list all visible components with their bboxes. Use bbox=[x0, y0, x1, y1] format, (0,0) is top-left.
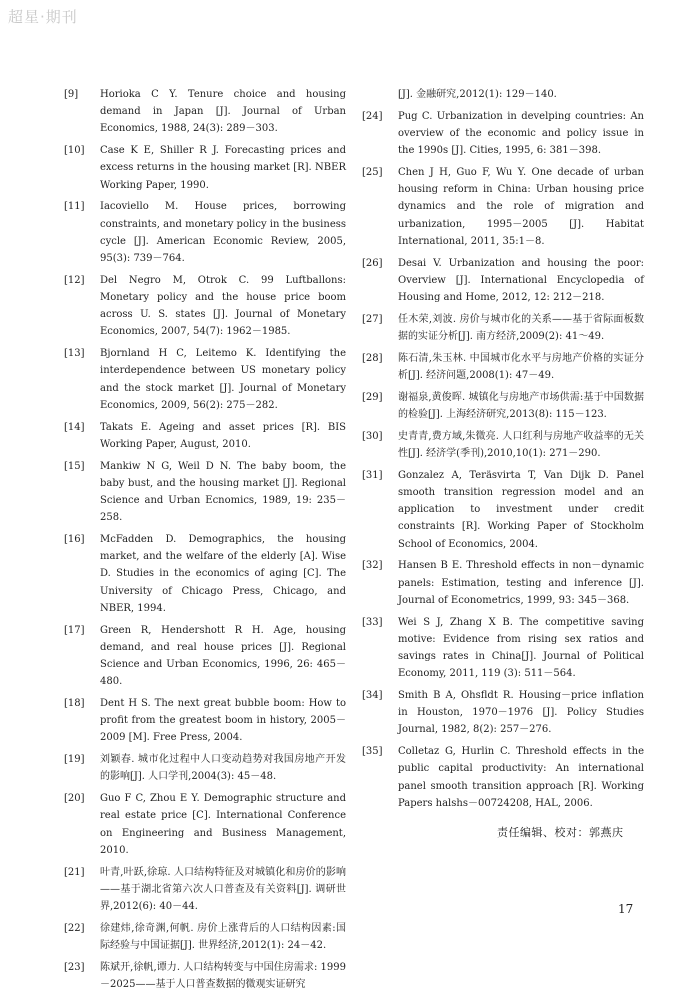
reference-text: Gonzalez A, Teräsvirta T, Van Dijk D. Panel smooth transition regression model and an application to investment under credit constraints [R]. Working Paper of Stockholm School of Economics, 2004. bbox=[398, 469, 644, 550]
reference-number: [30] bbox=[362, 430, 383, 442]
reference-item bbox=[64, 622, 346, 691]
reference-item bbox=[64, 86, 346, 138]
reference-text: Mankiw N G, Weil D N. The baby boom, the baby bust, and the housing market [J]. Regional Science and Urban Ecnomics, 1989, 19: 235－258. bbox=[100, 460, 346, 524]
reference-text: Pug C. Urbanization in develping countries: An overview of the economic and policy issue in the 1990s [J]. Cities, 1995, 6: 381－398. bbox=[398, 110, 644, 157]
reference-number: [13] bbox=[64, 348, 85, 360]
reference-number: [19] bbox=[64, 754, 85, 766]
reference-text: Iacoviello M. House prices, borrowing constraints, and monetary policy in the business cycle [J]. American Economic Review, 2005, 95(3): 739－764. bbox=[100, 201, 346, 265]
reference-item bbox=[64, 695, 346, 747]
reference-text: 陈斌开,徐帆,谭力. 人口结构转变与中国住房需求: 1999－2025——基于人口普查数据的微观实证研究 bbox=[100, 961, 346, 991]
reference-item bbox=[64, 959, 346, 993]
reference-item bbox=[64, 920, 346, 954]
reference-text: Dent H S. The next great bubble boom: How to profit from the greatest boom in history, 2005－2009 [M]. Free Press, 2004. bbox=[100, 698, 346, 744]
reference-number: [17] bbox=[64, 624, 85, 636]
reference-number: [14] bbox=[64, 421, 85, 433]
reference-item bbox=[362, 389, 644, 423]
reference-number: [31] bbox=[362, 469, 383, 481]
reference-number: [10] bbox=[64, 145, 85, 157]
reference-number: [35] bbox=[362, 746, 383, 758]
reference-item bbox=[64, 751, 346, 785]
reference-number: [21] bbox=[64, 866, 85, 878]
reference-number: [18] bbox=[64, 698, 85, 710]
reference-number: [24] bbox=[362, 110, 383, 122]
reference-number: [16] bbox=[64, 534, 85, 546]
reference-item bbox=[362, 255, 644, 307]
reference-number: [11] bbox=[64, 201, 85, 213]
reference-item bbox=[362, 311, 644, 345]
reference-text: Horioka C Y. Tenure choice and housing demand in Japan [J]. Journal of Urban Economics, 1988, 24(3): 289－303. bbox=[100, 89, 346, 135]
reference-number: [28] bbox=[362, 352, 383, 364]
reference-text: Del Negro M, Otrok C. 99 Luftballons: Monetary policy and the house price boom across U. S. states [J]. Journal of Monetary Economics, 2007, 54(7): 1962－1985. bbox=[100, 274, 346, 338]
reference-text: McFadden D. Demographics, the housing market, and the welfare of the elderly [A]. Wise D. Studies in the economics of aging [C]. The University of Chicago Press, Chicago, and NBER, 1994. bbox=[100, 534, 346, 614]
reference-text: Guo F C, Zhou E Y. Demographic structure and real estate price [C]. International Conference on Engineering and Business Management, 2010. bbox=[100, 793, 346, 856]
reference-number: [27] bbox=[362, 313, 383, 325]
reference-item bbox=[362, 557, 644, 609]
reference-item bbox=[64, 419, 346, 453]
reference-number: [23] bbox=[64, 961, 85, 973]
editor-note: 责任编辑、校对：郭燕庆 bbox=[497, 826, 624, 839]
reference-item bbox=[362, 108, 644, 160]
reference-item bbox=[64, 142, 346, 194]
reference-number: [32] bbox=[362, 560, 383, 572]
reference-text: 任木荣,刘波. 房价与城市化的关系——基于省际面板数据的实证分析[J]. 南方经济,2009(2): 41～49. bbox=[398, 313, 644, 343]
reference-item bbox=[362, 467, 644, 553]
reference-item bbox=[64, 864, 346, 916]
watermark-logo: 超星·期刊 bbox=[8, 8, 78, 26]
reference-item bbox=[64, 272, 346, 341]
reference-item bbox=[64, 458, 346, 527]
reference-text: 叶青,叶跃,徐琼. 人口结构特征及对城镇化和房价的影响——基于湖北省第六次人口普查及有关资料[J]. 调研世界,2012(6): 40－44. bbox=[100, 866, 346, 913]
page-number: 17 bbox=[618, 902, 634, 916]
reference-number: [15] bbox=[64, 460, 85, 472]
reference-text: Case K E, Shiller R J. Forecasting prices and excess returns in the housing market [R]. NBER Working Paper, 1990. bbox=[100, 145, 346, 191]
reference-number: [20] bbox=[64, 793, 85, 805]
reference-number: [33] bbox=[362, 616, 383, 628]
reference-text: Takats E. Ageing and asset prices [R]. BIS Working Paper, August, 2010. bbox=[100, 421, 346, 450]
reference-text: 徐建炜,徐奇渊,何帆. 房价上涨背后的人口结构因素:国际经验与中国证据[J]. 世界经济,2012(1): 24－42. bbox=[100, 922, 346, 952]
reference-text: 陈石清,朱玉林. 中国城市化水平与房地产价格的实证分析[J]. 经济问题,2008(1): 47－49. bbox=[398, 352, 644, 382]
reference-item bbox=[362, 687, 644, 739]
reference-item bbox=[362, 350, 644, 384]
reference-text: 刘颖春. 城市化过程中人口变动趋势对我国房地产开发的影响[J]. 人口学刊,2004(3): 45－48. bbox=[100, 754, 346, 783]
reference-item bbox=[362, 743, 644, 812]
reference-text: 史青青,费方域,朱微亮. 人口红利与房地产收益率的无关性[J]. 经济学(季刊),2010,10(1): 271－290. bbox=[398, 430, 644, 460]
reference-item bbox=[64, 345, 346, 414]
reference-number: [9] bbox=[64, 89, 79, 100]
reference-number: [34] bbox=[362, 690, 383, 702]
reference-item bbox=[362, 164, 644, 250]
reference-text: Chen J H, Guo F, Wu Y. One decade of urban housing reform in China: Urban housing price dynamics and the role of migration and urbanization, 1995－2005 [J]. Habitat International, 2011, 35:1－8. bbox=[398, 167, 644, 247]
reference-text: Green R, Hendershott R H. Age, housing demand, and real house prices [J]. Regional Science and Urban Economics, 1996, 26: 465－480. bbox=[100, 624, 346, 688]
reference-item bbox=[362, 428, 644, 462]
reference-text: Hansen B E. Threshold effects in non－dynamic panels: Estimation, testing and inference [J]. Journal of Econometrics, 1999, 93: 345－368. bbox=[398, 560, 644, 606]
reference-text: [J]. 金融研究,2012(1): 129－140. bbox=[398, 89, 557, 100]
reference-text: Wei S J, Zhang X B. The competitive saving motive: Evidence from rising sex ratios and savings rates in China[J]. Journal of Political Economy, 2011, 119 (3): 511－564. bbox=[398, 616, 644, 680]
reference-item bbox=[362, 86, 644, 103]
reference-text: Bjornland H C, Leitemo K. Identifying the interdependence between US monetary policy and the stock market [J]. Journal of Monetary Economics, 2009, 56(2): 275－282. bbox=[100, 348, 346, 411]
reference-text: Smith B A, Ohsfldt R. Housing－price inflation in Houston, 1970－1976 [J]. Policy Studies Journal, 1982, 8(2): 257－276. bbox=[398, 690, 644, 736]
reference-number: [25] bbox=[362, 167, 383, 178]
reference-item bbox=[64, 790, 346, 859]
reference-number: [29] bbox=[362, 391, 383, 403]
references-left-column bbox=[64, 86, 346, 998]
reference-number: [22] bbox=[64, 922, 85, 934]
reference-text: Desai V. Urbanization and housing the poor: Overview [J]. International Encyclopedia of Housing and Home, 2012, 12: 212－218. bbox=[398, 257, 644, 304]
reference-text: 谢福泉,黄俊晖. 城镇化与房地产市场供需:基于中国数据的检验[J]. 上海经济研究,2013(8): 115－123. bbox=[398, 391, 644, 421]
reference-text: Colletaz G, Hurlin C. Threshold effects in the public capital productivity: An international panel smooth transition approach [R]. Working Papers halshs－00724208, HAL, 2006. bbox=[398, 746, 644, 809]
reference-item bbox=[64, 198, 346, 267]
reference-number: [12] bbox=[64, 274, 85, 286]
reference-item bbox=[362, 614, 644, 683]
references-right-column bbox=[362, 86, 644, 817]
reference-number: [26] bbox=[362, 257, 383, 269]
reference-item bbox=[64, 531, 346, 617]
